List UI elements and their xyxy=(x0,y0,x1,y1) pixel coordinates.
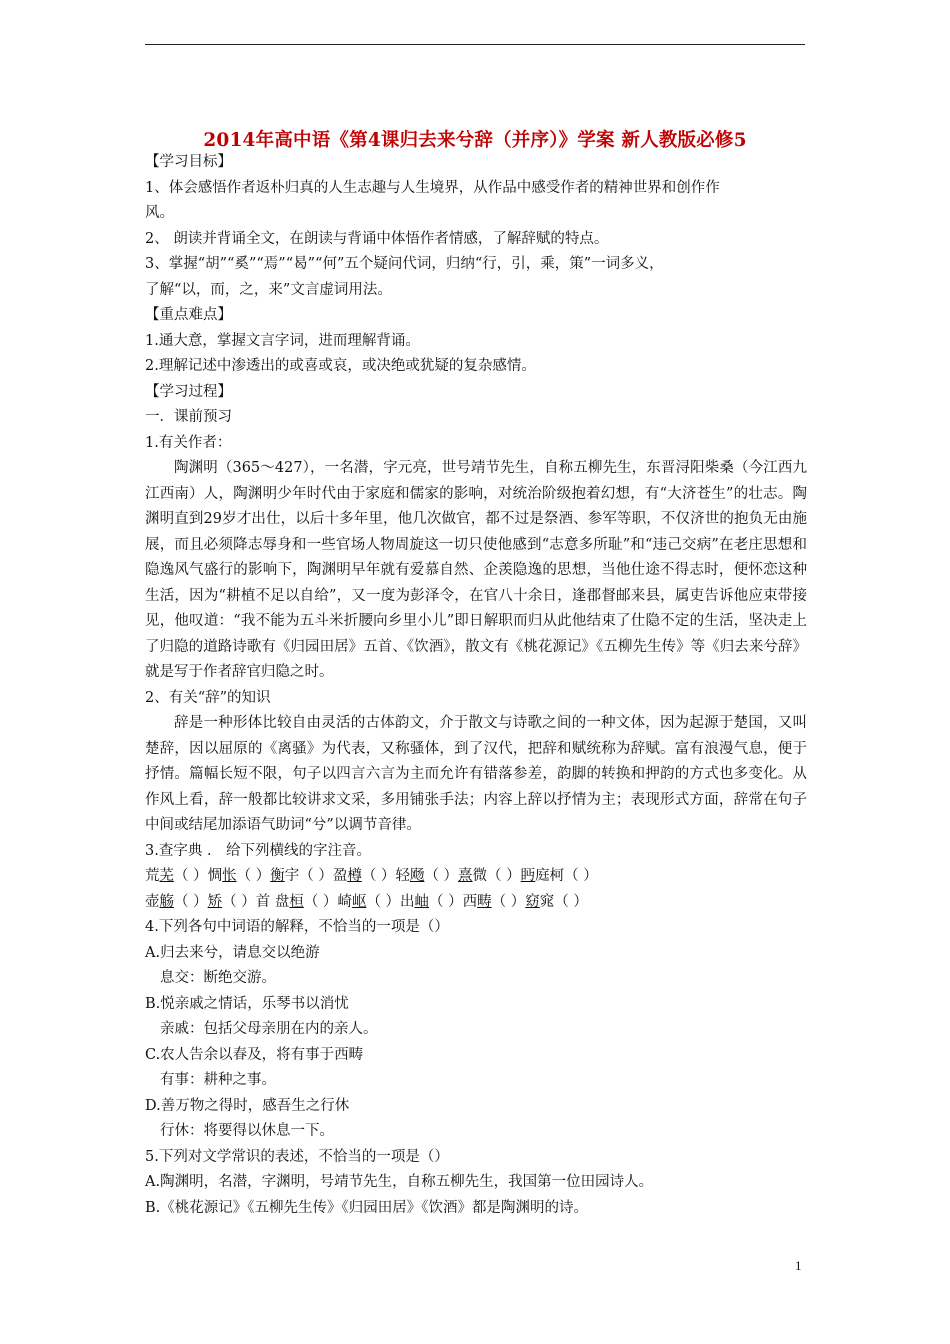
pinyin-word-prefix: 出 xyxy=(400,893,415,910)
goal-1-line-1: 1、体会感悟作者返朴归真的人生志趣与人生境界，从作品中感受作者的精神世界和创作作 xyxy=(145,179,720,196)
pinyin-word-prefix: 首 盘 xyxy=(255,893,290,910)
pinyin-word-prefix: 轻 xyxy=(395,868,410,884)
pinyin-item xyxy=(400,890,463,916)
pinyin-answer-blank[interactable]: （ ） xyxy=(366,893,401,910)
pinyin-answer-blank[interactable]: （ ） xyxy=(554,893,588,910)
pinyin-word-prefix: 壶 xyxy=(145,893,160,910)
pinyin-word-prefix: 西 xyxy=(462,893,478,910)
page-number: 1 xyxy=(795,1258,802,1273)
pinyin-target-char: 衡 xyxy=(270,868,285,884)
pinyin-word-prefix: 荒 xyxy=(145,868,160,884)
pinyin-row-1 xyxy=(145,864,807,890)
pinyin-item xyxy=(458,864,521,890)
pinyin-target-char: 怅 xyxy=(222,868,237,884)
author-heading: 1.有关作者： xyxy=(145,434,232,451)
pinyin-word-suffix: 窕 xyxy=(539,893,555,910)
ci-paragraph: 辞是一种形体比较自由灵活的古体韵文，介于散文与诗歌之间的一种文体，因为起源于楚国，又叫楚辞，因以屈原的《离骚》为代表，又称骚体，到了汉代，把辞和赋统称为辞赋。富有浪漫气息，便于抒情。篇幅长短不限，句子以四言六言为主而允许有错落参差，韵脚的转换和押韵的方式也多变化。从作风上看，辞一般都比较讲求文采，多用铺张手法；内容上辞以抒情为主；表现形式方面，辞常在句子中间或结尾加添语气助词“兮”以调节音律。 xyxy=(145,715,807,833)
pinyin-target-char: 岫 xyxy=(414,893,430,910)
pinyin-answer-blank[interactable]: （ ） xyxy=(491,893,526,910)
pinyin-target-char: 桓 xyxy=(289,893,304,910)
question-4-option-b-explanation: 亲戚：包括父母亲朋在内的亲人。 xyxy=(160,1021,378,1037)
header-rule xyxy=(145,44,805,45)
difficulty-1: 1.通大意，掌握文言字词，进而理解背诵。 xyxy=(145,332,420,349)
pinyin-answer-blank[interactable]: （ ） xyxy=(564,868,598,884)
pinyin-target-char: 觞 xyxy=(159,893,174,910)
pinyin-target-char: 飏 xyxy=(409,868,425,884)
pinyin-answer-blank[interactable]: （ ） xyxy=(303,893,338,910)
pinyin-item xyxy=(395,864,458,890)
pinyin-item xyxy=(525,890,588,916)
pinyin-target-char: 矫 xyxy=(207,893,223,910)
document-body xyxy=(145,150,807,1221)
pinyin-answer-blank[interactable]: （ ） xyxy=(424,868,459,884)
question-4-option-c: C.农人告余以春及，将有事于西畴 xyxy=(145,1046,364,1063)
pinyin-item xyxy=(337,890,400,916)
question-5-option-a: A.陶渊明，名潜，字渊明，号靖节先生，自称五柳先生，我国第一位田园诗人。 xyxy=(145,1174,654,1190)
pinyin-answer-blank[interactable]: （ ） xyxy=(429,893,463,910)
pinyin-target-char: 芜 xyxy=(159,868,174,884)
pinyin-answer-blank[interactable]: （ ） xyxy=(174,868,208,884)
question-4-option-b: B.悦亲戚之情话，乐琴书以消忧 xyxy=(145,995,349,1012)
pinyin-target-char: 畴 xyxy=(477,893,492,910)
pinyin-word-prefix: 崎 xyxy=(337,893,352,910)
pinyin-target-char: 岖 xyxy=(351,893,367,910)
pinyin-answer-blank[interactable]: （ ） xyxy=(487,868,521,884)
section-heading-process: 【学习过程】 xyxy=(145,383,232,400)
goal-2: 2、 朗读并背诵全文，在朗读与背诵中体悟作者情感，了解辞赋的特点。 xyxy=(145,230,609,247)
pinyin-item xyxy=(333,864,396,890)
pinyin-answer-blank[interactable]: （ ） xyxy=(299,868,333,884)
pinyin-word-prefix: 盈 xyxy=(332,868,348,884)
pinyin-item xyxy=(208,864,271,890)
pinyin-item xyxy=(208,890,256,916)
preview-heading: 一．课前预习 xyxy=(145,409,232,425)
pinyin-answer-blank[interactable]: （ ） xyxy=(174,893,208,910)
pinyin-word-suffix: 宇 xyxy=(284,868,300,884)
dictionary-heading: 3.查字典 ． 给下列横线的字注音。 xyxy=(145,842,372,859)
question-4-stem: 4.下列各句中词语的解释，不恰当的一项是（） xyxy=(145,919,449,935)
pinyin-item xyxy=(521,864,598,890)
pinyin-target-char: 窈 xyxy=(525,893,540,910)
pinyin-item xyxy=(145,890,208,916)
question-4-option-d: D.善万物之得时，感吾生之行休 xyxy=(145,1097,350,1114)
page-title: 2014年高中语《第4课归去来兮辞（并序）》学案 新人教版必修5 xyxy=(203,130,747,151)
pinyin-answer-blank[interactable]: （ ） xyxy=(236,868,271,884)
pinyin-item xyxy=(270,864,333,890)
pinyin-target-char: 樽 xyxy=(347,868,362,884)
section-heading-goals: 【学习目标】 xyxy=(145,154,232,170)
pinyin-row-2 xyxy=(145,890,807,916)
pinyin-item xyxy=(145,864,208,890)
pinyin-word-suffix: 微 xyxy=(472,868,488,884)
author-paragraph: 陶渊明（365～427），一名潜，字元亮，世号靖节先生，自称五柳先生，东晋浔阳柴桑（今江西九江西南）人，陶渊明少年时代由于家庭和儒家的影响，对统治阶级抱着幻想，有“大济苍生”的壮志。陶渊明直到29岁才出仕，以后十多年里，他几次做官，都不过是祭酒、参军等职，不仅济世的抱负无由施展，而且必须降志辱身和一些官场人物周旋这一切只使他感到“志意多所耻”和“违己交病”在老庄思想和隐逸风气盛行的影响下，陶渊明早年就有爱慕自然、企羡隐逸的思想，当他仕途不得志时，便怀恋这种生活，因为“耕植不足以自给”，又一度为彭泽令，在官八十余日，逢郡督邮来县，属吏告诉他应束带接见，他叹道：“我不能为五斗米折腰向乡里小儿”即日解职而归从此他结束了仕隐不定的生活，坚决走上了归隐的道路诗歌有《归园田居》五首、《饮酒》，散文有《桃花源记》《五柳先生传》等《归去来兮辞》就是写于作者辞官归隐之时。 xyxy=(145,460,807,680)
goal-1-line-2: 风。 xyxy=(145,205,174,221)
question-5-option-b: B.《桃花源记》《五柳先生传》《归园田居》《饮酒》都是陶渊明的诗。 xyxy=(145,1199,589,1216)
question-4-option-a-explanation: 息交：断绝交游。 xyxy=(160,970,276,986)
goal-3-line-2: 了解“以，而，之，来”文言虚词用法。 xyxy=(145,281,392,298)
pinyin-target-char: 熹 xyxy=(458,868,473,884)
question-4-option-a: A.归去来兮，请息交以绝游 xyxy=(145,944,320,961)
question-5-stem: 5.下列对文学常识的表述，不恰当的一项是（） xyxy=(145,1148,449,1165)
section-heading-difficulties: 【重点难点】 xyxy=(145,307,232,323)
question-4-option-c-explanation: 有事：耕种之事。 xyxy=(160,1072,276,1088)
pinyin-word-suffix: 庭柯 xyxy=(535,868,565,884)
question-4-option-d-explanation: 行休：将要得以休息一下。 xyxy=(160,1123,334,1139)
pinyin-answer-blank[interactable]: （ ） xyxy=(222,893,256,910)
pinyin-item xyxy=(256,890,338,916)
pinyin-answer-blank[interactable]: （ ） xyxy=(361,868,396,884)
goal-3-line-1: 3、掌握“胡”“奚”“焉”“曷”“何”五个疑问代词，归纳“行，引，乘，策”一词多义， xyxy=(145,256,664,272)
difficulty-2: 2.理解记述中渗透出的或喜或哀，或决绝或犹疑的复杂感情。 xyxy=(145,358,536,374)
pinyin-target-char: 眄 xyxy=(520,868,536,884)
ci-heading: 2、有关“辞”的知识 xyxy=(145,689,271,706)
pinyin-word-prefix: 惆 xyxy=(207,868,223,884)
pinyin-item xyxy=(463,890,526,916)
